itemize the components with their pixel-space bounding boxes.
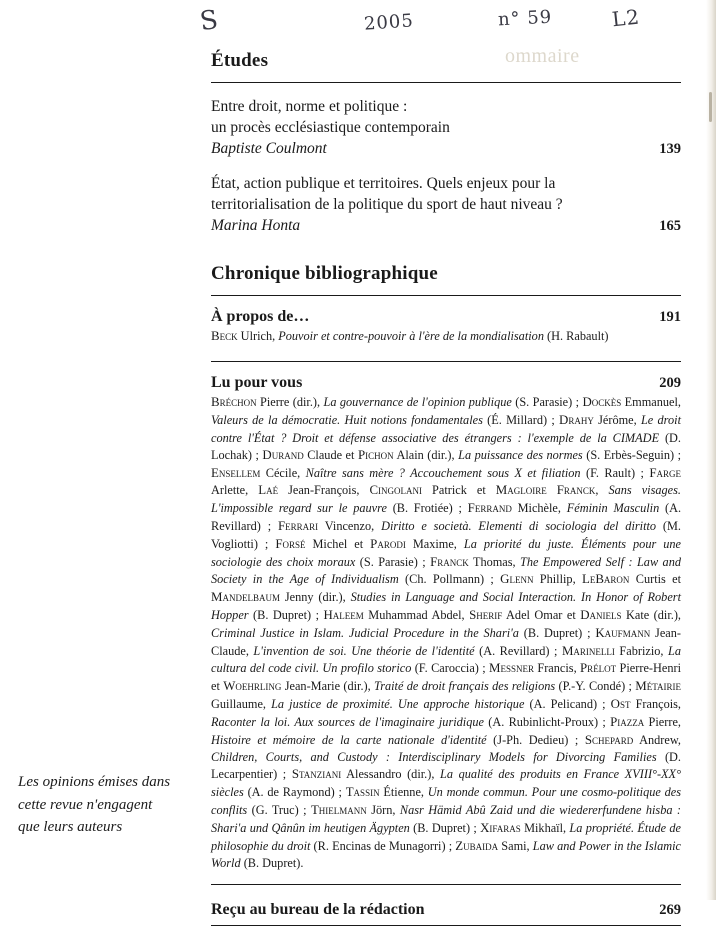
article-title-line1: Entre droit, norme et politique : xyxy=(211,98,408,115)
chronique-page-number: 209 xyxy=(659,375,681,392)
reverse-page-ghost-text: ommaire xyxy=(505,45,580,67)
article-title-line1: État, action publique et territoires. Quels enjeux pour la xyxy=(211,174,556,192)
chronique-subsection-lu-pour-vous xyxy=(211,374,681,392)
apropos-reviewer: (H. Rabault) xyxy=(543,328,609,343)
recu-heading: Reçu au bureau de la rédaction xyxy=(211,901,425,919)
article-title-line2: un procès ecclésiastique contemporain xyxy=(211,118,450,136)
recu-page-number: 269 xyxy=(659,902,681,919)
article-author: Marina Honta xyxy=(211,216,301,234)
section-title-chronique: Chronique bibliographique xyxy=(211,262,438,284)
divider-etudes xyxy=(211,82,681,83)
page-content xyxy=(211,50,681,926)
apropos-entry xyxy=(211,328,681,346)
apropos-author-surname: Beck xyxy=(211,328,238,343)
article-author: Baptiste Coulmont xyxy=(211,139,327,157)
handwritten-shelf-code: L2 xyxy=(610,4,642,32)
apropos-author-firstname: Ulrich, xyxy=(237,328,279,343)
margin-disclaimer xyxy=(18,771,193,839)
apropos-work-title: Pouvoir et contre-pouvoir à l'ère de la mondialisation xyxy=(278,328,544,343)
chronique-subsection-apropos xyxy=(211,308,681,326)
handwritten-issue-number: n° 59 xyxy=(497,6,553,31)
article-entry xyxy=(211,97,681,160)
handwritten-slash: S xyxy=(198,4,221,38)
margin-disclaimer-line3: que leurs auteurs xyxy=(18,819,123,835)
divider-chronique xyxy=(211,295,681,296)
article-entry xyxy=(211,174,681,237)
chronique-subsection-heading: Lu pour vous xyxy=(211,374,303,392)
chronique-subsection-recu xyxy=(211,901,681,919)
margin-disclaimer-line2: cette revue n'engagent xyxy=(18,796,153,813)
chronique-page-number: 191 xyxy=(659,308,681,325)
article-page-number: 165 xyxy=(659,217,681,234)
article-title-line2: territorialisation de la politique du sport de haut niveau ? xyxy=(211,195,563,213)
divider-recu xyxy=(211,884,681,885)
handwritten-year: 2005 xyxy=(363,10,415,35)
page-edge-mark xyxy=(709,92,712,122)
page-edge-shading xyxy=(706,0,716,900)
chronique-subsection-heading: À propos de… xyxy=(211,307,310,325)
article-page-number: 139 xyxy=(659,141,681,158)
section-title-etudes: Études xyxy=(211,50,269,71)
divider-lu-pour-vous xyxy=(211,361,681,362)
lu-pour-vous-list: Bréchon Pierre (dir.), La gouvernance de l'opinion publique (S. Parasie) ; Dockès Emmanuel, Valeurs de la démocratie. Huit notions fondamentales (É. Millard) ; Drahy Jérôme, Le droit contre l'État ? Droit et défense associative des étrangers : l'exemple de la CIMADE (D. Lochak) ; Durand Claude et Pichon Alain (dir.), La puissance des normes (S. Erbès-Seguin) ; Ensellem Cécile, Naître sans mère ? Accouchement sous X et filiation (F. Rault) ; Farge Arlette, Laé Jean-François, Cingolani Patrick et Magloire Franck, Sans visages. L'impossible regard sur le pauvre (B. Frotiée) ; Ferrand Michèle, Féminin Masculin (A. Revillard) ; Ferrari Vincenzo, Diritto e società. Elementi di sociologia del diritto (M. Vogliotti) ; Forsé Michel et Parodi Maxime, La priorité du juste. Éléments pour une sociologie des choix moraux (S. Parasie) ; Franck Thomas, The Empowered Self : Law and Society in the Age of Individualism (Ch. Pollmann) ; Glenn Phillip, LeBaron Curtis et Mandelbaum Jenny (dir.), Studies in Language and Social Interaction. In Honor of Robert Hopper (B. Dupret) ; Haleem Muhammad Abdel, Sherif Adel Omar et Daniels Kate (dir.), Criminal Justice in Islam. Judicial Procedure in the Shari'a (B. Dupret) ; Kaufmann Jean-Claude, L'invention de soi. Une théorie de l'identité (A. Revillard) ; Marinelli Fabrizio, La cultura del code civil. Un profilo storico (F. Caroccia) ; Messner Francis, Prélot Pierre-Henri et Woehrling Jean-Marie (dir.), Traité de droit français des religions (P.-Y. Condé) ; Métairie Guillaume, La justice de proximité. Une approche historique (A. Pelicand) ; Ost François, Raconter la loi. Aux sources de l'imaginaire juridique (A. Rubinlicht-Proux) ; Piazza Pierre, Histoire et mémoire de la carte nationale d'identité (J-Ph. Dedieu) ; Schepard Andrew, Children, Courts, and Custody : Interdisciplinary Models for Divorcing Families (D. Lecarpentier) ; Stanziani Alessandro (dir.), La qualité des produits en France XVIII°-XX° siècles (A. de Raymond) ; Tassin Étienne, Un monde commun. Pour une cosmo-politique des conflits (G. Truc) ; Thielmann Jörn, Nasr Hämid Abû Zaid und die wiedererfundene hisba : Shari'a und Qânûn im heutigen Ägypten (B. Dupret) ; Xifaras Mikhaïl, La propriété. Étude de philosophie du droit (R. Encinas de Munagorri) ; Zubaida Sami, Law and Power in the Islamic World (B. Dupret). xyxy=(211,395,682,871)
margin-disclaimer-line1: Les opinions émises dans xyxy=(18,774,171,790)
